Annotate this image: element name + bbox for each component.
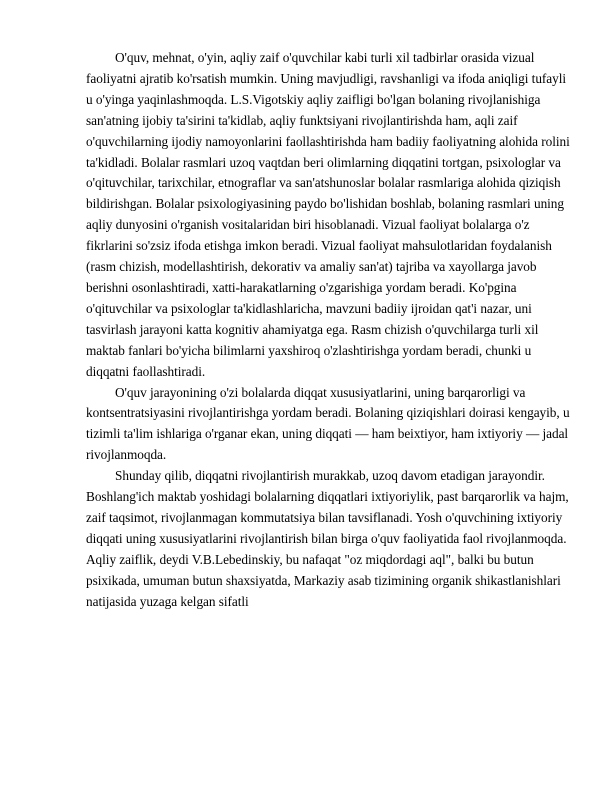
body-text xyxy=(86,48,572,612)
paragraph-1: O'quv, mehnat, o'yin, aqliy zaif o'quvchilar kabi turli xil tadbirlar orasida vizual faoliyatni ajratib ko'rsatish mumkin. Uning mavjudligi, ravshanligi va ifoda aniqligi tufayli u o'yinga yaqinlashmoqda. L.S.Vigotskiy aqliy zaifligi bo'lgan bolaning rivojlanishiga san'atning ijobiy ta'sirini ta'kidlab, aqliy funktsiyani rivojlantirishda ham, aqli zaif o'quvchilarning ijodiy namoyonlarini faollashtirishda ham badiiy faoliyatning alohida rolini ta'kidladi. Bolalar rasmlari uzoq vaqtdan beri olimlarning diqqatini tortgan, psixologlar va o'qituvchilar, tarixchilar, etnograflar va san'atshunoslar bolalar rasmlariga alohida qiziqish bildirishgan. Bolalar psixologiyasining paydo bo'lishidan boshlab, bolaning rasmlari uning aqliy dunyosini o'rganish vositalaridan biri hisoblanadi. Vizual faoliyat bolalarga o'z fikrlarini so'zsiz ifoda etishga imkon beradi. Vizual faoliyat mahsulotlaridan foydalanish (rasm chizish, modellashtirish, dekorativ va amaliy san'at) tajriba va xayollarga javob berishni osonlashtiradi, xatti-harakatlarning o'zgarishiga yordam beradi. Ko'pgina o'qituvchilar va psixologlar ta'kidlashlaricha, mavzuni badiiy ijroidan qat'i nazar, uni tasvirlash jarayoni katta kognitiv ahamiyatga ega. Rasm chizish o'quvchilarga turli xil maktab fanlari bo'yicha bilimlarni yaxshiroq o'zlashtirishga yordam beradi, chunki u diqqatni faollashtiradi. xyxy=(86,50,570,379)
paragraph-2: O'quv jarayonining o'zi bolalarda diqqat xususiyatlarini, uning barqarorligi va kontsentratsiyasini rivojlantirishga yordam beradi. Bolaning qiziqishlari doirasi kengayib, u tizimli ta'lim ishlariga o'rganar ekan, uning diqqati — ham beixtiyor, ham ixtiyoriy — jadal rivojlanmoqda. xyxy=(86,384,570,463)
paragraph-3: Shunday qilib, diqqatni rivojlantirish murakkab, uzoq davom etadigan jarayondir. Boshlang'ich maktab yoshidagi bolalarning diqqatlari ixtiyoriylik, past barqarorlik va hajm, zaif taqsimot, rivojlanmagan kommutatsiya bilan tavsiflanadi. Yosh o'quvchining ixtiyoriy diqqati uning xususiyatlarini rivojlantirish bilan birga o'quv faoliyatida faol rivojlanmoqda. Aqliy zaiflik, deydi V.B.Lebedinskiy, bu nafaqat "oz miqdordagi aql", balki bu butun psixikada, umuman butun shaxsiyatda, Markaziy asab tizimining organik shikastlanishlari natijasida yuzaga kelgan sifatli xyxy=(86,468,569,609)
